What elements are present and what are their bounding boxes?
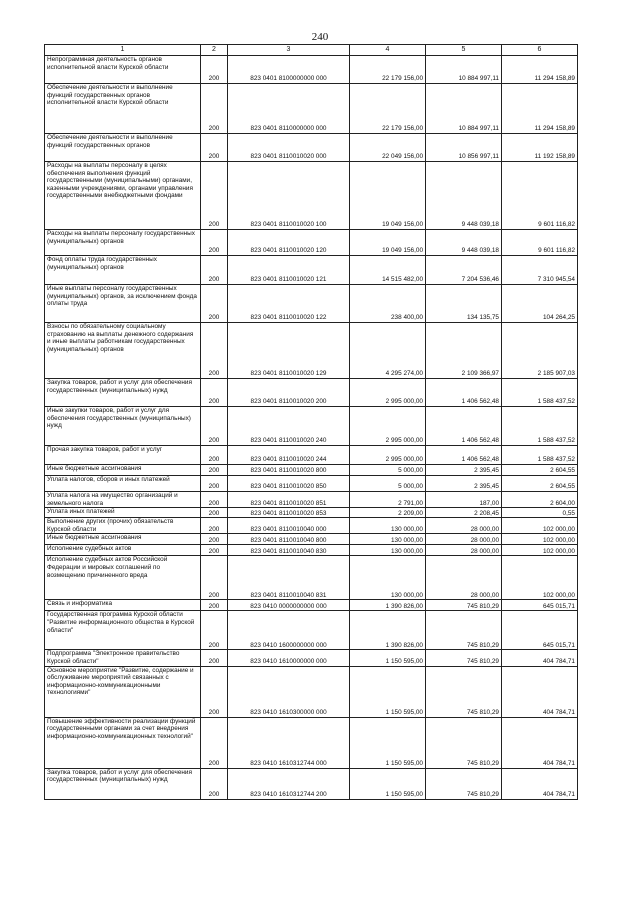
budget-code-cell: 823 0401 8110010020 240: [228, 407, 350, 446]
line-item-name: Обеспечение деятельности и выполнение функций государственных органов исполнительной власти Курской области: [45, 84, 201, 134]
table-row: [45, 476, 578, 492]
remaining-amount-cell: 645 015,71: [502, 600, 578, 611]
executed-amount-cell: 745 810,29: [426, 611, 502, 650]
line-code-cell: 200: [201, 84, 228, 134]
executed-amount-cell: 28 000,00: [426, 556, 502, 600]
header-cell: 5: [426, 45, 502, 56]
line-item-name: Уплата налога на имущество организаций и земельного налога: [45, 492, 201, 508]
header-cell: 4: [350, 45, 426, 56]
budget-code-cell: 823 0401 8110010020 853: [228, 508, 350, 518]
executed-amount-cell: 2 109 366,97: [426, 323, 502, 379]
approved-amount-cell: 1 150 595,00: [350, 650, 426, 666]
remaining-amount-cell: 404 784,71: [502, 717, 578, 768]
remaining-amount-cell: 0,55: [502, 508, 578, 518]
line-item-name: Иные закупки товаров, работ и услуг для обеспечения государственных (муниципальных) нужд: [45, 407, 201, 446]
table-row: [45, 323, 578, 379]
budget-code-cell: 823 0401 8110010020 850: [228, 476, 350, 492]
executed-amount-cell: 187,00: [426, 492, 502, 508]
remaining-amount-cell: 102 000,00: [502, 545, 578, 556]
line-item-name: Государственная программа Курской области "Развитие информационного общества в Курской области": [45, 611, 201, 650]
table-row: [45, 492, 578, 508]
table-row: [45, 556, 578, 600]
line-item-name: Иные бюджетные ассигнования: [45, 465, 201, 476]
table-row: [45, 666, 578, 717]
line-item-name: Связь и информатика: [45, 600, 201, 611]
line-item-name: Закупка товаров, работ и услуг для обеспечения государственных (муниципальных) нужд: [45, 768, 201, 799]
budget-code-cell: 823 0401 8110010040 830: [228, 545, 350, 556]
remaining-amount-cell: 1 588 437,52: [502, 446, 578, 465]
table-row: [45, 56, 578, 84]
table-row: [45, 611, 578, 650]
table-row: [45, 717, 578, 768]
line-item-name: Расходы на выплаты персоналу в целях обеспечения выполнения функций государственными (муниципальными) органами, казенными учреждениями, органами управления государственными внебюджетными фондами: [45, 162, 201, 230]
budget-code-cell: 823 0401 8110010020 200: [228, 379, 350, 407]
remaining-amount-cell: 1 588 437,52: [502, 407, 578, 446]
page-number: 240: [311, 31, 329, 43]
remaining-amount-cell: 404 784,71: [502, 768, 578, 799]
approved-amount-cell: 2 995 000,00: [350, 379, 426, 407]
line-item-name: Взносы по обязательному социальному страхованию на выплаты денежного содержания и иные выплаты работникам государственных (муниципальных) органов: [45, 323, 201, 379]
executed-amount-cell: 9 448 039,18: [426, 162, 502, 230]
budget-code-cell: 823 0401 8110010020 851: [228, 492, 350, 508]
line-code-cell: 200: [201, 162, 228, 230]
line-code-cell: 200: [201, 717, 228, 768]
table-row: [45, 379, 578, 407]
executed-amount-cell: 1 406 562,48: [426, 446, 502, 465]
line-code-cell: 200: [201, 465, 228, 476]
line-item-name: Повышение эффективности реализации функций государственными органами за счет внедрения информационно-коммуникационных технологий": [45, 717, 201, 768]
remaining-amount-cell: 102 000,00: [502, 518, 578, 534]
line-code-cell: 200: [201, 650, 228, 666]
line-item-name: Исполнение судебных актов: [45, 545, 201, 556]
table-row: [45, 230, 578, 256]
line-code-cell: 200: [201, 134, 228, 162]
line-item-name: Иные бюджетные ассигнования: [45, 534, 201, 545]
executed-amount-cell: 7 204 536,46: [426, 256, 502, 285]
line-code-cell: 200: [201, 556, 228, 600]
approved-amount-cell: 19 049 156,00: [350, 162, 426, 230]
budget-table: [44, 44, 578, 800]
budget-code-cell: 823 0401 8110010020 244: [228, 446, 350, 465]
remaining-amount-cell: 2 604,00: [502, 492, 578, 508]
executed-amount-cell: 10 884 997,11: [426, 56, 502, 84]
budget-code-cell: 823 0410 1610000000 000: [228, 650, 350, 666]
line-code-cell: 200: [201, 600, 228, 611]
line-code-cell: 200: [201, 768, 228, 799]
budget-code-cell: 823 0401 8110010020 122: [228, 285, 350, 323]
budget-code-cell: 823 0401 8110010040 800: [228, 534, 350, 545]
line-code-cell: 200: [201, 666, 228, 717]
line-code-cell: 200: [201, 230, 228, 256]
budget-code-cell: 823 0401 8110010020 100: [228, 162, 350, 230]
executed-amount-cell: 745 810,29: [426, 650, 502, 666]
line-item-name: Иные выплаты персоналу государственных (муниципальных) органов, за исключением фонда оплаты труда: [45, 285, 201, 323]
line-item-name: Подпрограмма "Электронное правительство Курской области": [45, 650, 201, 666]
executed-amount-cell: 28 000,00: [426, 534, 502, 545]
table-row: [45, 162, 578, 230]
line-code-cell: 200: [201, 534, 228, 545]
approved-amount-cell: 19 049 156,00: [350, 230, 426, 256]
executed-amount-cell: 2 395,45: [426, 465, 502, 476]
line-code-cell: 200: [201, 323, 228, 379]
header-cell: 3: [228, 45, 350, 56]
budget-code-cell: 823 0401 8110010020 000: [228, 134, 350, 162]
executed-amount-cell: 745 810,29: [426, 666, 502, 717]
approved-amount-cell: 22 179 156,00: [350, 84, 426, 134]
executed-amount-cell: 9 448 039,18: [426, 230, 502, 256]
executed-amount-cell: 28 000,00: [426, 518, 502, 534]
executed-amount-cell: 10 884 997,11: [426, 84, 502, 134]
line-code-cell: 200: [201, 611, 228, 650]
budget-code-cell: 823 0410 1610312744 200: [228, 768, 350, 799]
table-row: [45, 446, 578, 465]
table-row: [45, 84, 578, 134]
executed-amount-cell: 28 000,00: [426, 545, 502, 556]
executed-amount-cell: 745 810,29: [426, 717, 502, 768]
table-row: [45, 600, 578, 611]
budget-code-cell: 823 0401 8110010040 831: [228, 556, 350, 600]
header-cell: 1: [45, 45, 201, 56]
table-row: [45, 508, 578, 518]
budget-code-cell: 823 0401 8110010020 120: [228, 230, 350, 256]
budget-code-cell: 823 0401 8110010020 121: [228, 256, 350, 285]
budget-code-cell: 823 0401 8110010020 129: [228, 323, 350, 379]
remaining-amount-cell: 2 604,55: [502, 476, 578, 492]
line-code-cell: 200: [201, 56, 228, 84]
budget-code-cell: 823 0410 1610300000 000: [228, 666, 350, 717]
table-header-row: [45, 45, 578, 56]
line-item-name: Расходы на выплаты персоналу государственных (муниципальных) органов: [45, 230, 201, 256]
remaining-amount-cell: 2 604,55: [502, 465, 578, 476]
line-code-cell: 200: [201, 446, 228, 465]
line-item-name: Обеспечение деятельности и выполнение функций государственных органов: [45, 134, 201, 162]
approved-amount-cell: 22 179 156,00: [350, 56, 426, 84]
line-item-name: Выполнение других (прочих) обязательств Курской области: [45, 518, 201, 534]
line-item-name: Закупка товаров, работ и услуг для обеспечения государственных (муниципальных) нужд: [45, 379, 201, 407]
approved-amount-cell: 22 049 156,00: [350, 134, 426, 162]
table-row: [45, 650, 578, 666]
line-item-name: Уплата налогов, сборов и иных платежей: [45, 476, 201, 492]
remaining-amount-cell: 1 588 437,52: [502, 379, 578, 407]
header-cell: 6: [502, 45, 578, 56]
line-item-name: Фонд оплаты труда государственных (муниципальных) органов: [45, 256, 201, 285]
executed-amount-cell: 2 208,45: [426, 508, 502, 518]
executed-amount-cell: 10 856 997,11: [426, 134, 502, 162]
executed-amount-cell: 134 135,75: [426, 285, 502, 323]
executed-amount-cell: 745 810,29: [426, 600, 502, 611]
approved-amount-cell: 2 995 000,00: [350, 407, 426, 446]
remaining-amount-cell: 11 192 158,89: [502, 134, 578, 162]
table-row: [45, 407, 578, 446]
remaining-amount-cell: 104 264,25: [502, 285, 578, 323]
line-code-cell: 200: [201, 407, 228, 446]
approved-amount-cell: 130 000,00: [350, 534, 426, 545]
budget-code-cell: 823 0401 8110010040 000: [228, 518, 350, 534]
approved-amount-cell: 1 150 595,00: [350, 717, 426, 768]
line-code-cell: 200: [201, 492, 228, 508]
line-code-cell: 200: [201, 545, 228, 556]
approved-amount-cell: 1 150 595,00: [350, 768, 426, 799]
approved-amount-cell: 130 000,00: [350, 518, 426, 534]
approved-amount-cell: 1 150 595,00: [350, 666, 426, 717]
approved-amount-cell: 2 995 000,00: [350, 446, 426, 465]
approved-amount-cell: 238 400,00: [350, 285, 426, 323]
approved-amount-cell: 2 209,00: [350, 508, 426, 518]
remaining-amount-cell: 102 000,00: [502, 556, 578, 600]
budget-code-cell: 823 0410 1600000000 000: [228, 611, 350, 650]
table-row: [45, 545, 578, 556]
remaining-amount-cell: 2 185 907,03: [502, 323, 578, 379]
budget-code-cell: 823 0401 8110010020 800: [228, 465, 350, 476]
approved-amount-cell: 130 000,00: [350, 545, 426, 556]
remaining-amount-cell: 102 000,00: [502, 534, 578, 545]
approved-amount-cell: 5 000,00: [350, 465, 426, 476]
remaining-amount-cell: 645 015,71: [502, 611, 578, 650]
approved-amount-cell: 14 515 482,00: [350, 256, 426, 285]
remaining-amount-cell: 7 310 945,54: [502, 256, 578, 285]
budget-code-cell: 823 0401 8100000000 000: [228, 56, 350, 84]
line-item-name: Прочая закупка товаров, работ и услуг: [45, 446, 201, 465]
remaining-amount-cell: 9 601 116,82: [502, 230, 578, 256]
line-code-cell: 200: [201, 476, 228, 492]
line-item-name: Исполнение судебных актов Российской Федерации и мировых соглашений по возмещению причиненного вреда: [45, 556, 201, 600]
header-cell: 2: [201, 45, 228, 56]
remaining-amount-cell: 9 601 116,82: [502, 162, 578, 230]
remaining-amount-cell: 404 784,71: [502, 666, 578, 717]
approved-amount-cell: 1 390 826,00: [350, 611, 426, 650]
table-row: [45, 465, 578, 476]
approved-amount-cell: 2 791,00: [350, 492, 426, 508]
line-code-cell: 200: [201, 518, 228, 534]
line-item-name: Уплата иных платежей: [45, 508, 201, 518]
table-row: [45, 768, 578, 799]
budget-code-cell: 823 0401 8110000000 000: [228, 84, 350, 134]
executed-amount-cell: 2 395,45: [426, 476, 502, 492]
budget-code-cell: 823 0410 0000000000 000: [228, 600, 350, 611]
line-item-name: Непрограммная деятельность органов исполнительной власти Курской области: [45, 56, 201, 84]
line-code-cell: 200: [201, 256, 228, 285]
table-row: [45, 518, 578, 534]
executed-amount-cell: 1 406 562,48: [426, 379, 502, 407]
executed-amount-cell: 745 810,29: [426, 768, 502, 799]
table-row: [45, 134, 578, 162]
remaining-amount-cell: 11 294 158,89: [502, 84, 578, 134]
remaining-amount-cell: 11 294 158,89: [502, 56, 578, 84]
approved-amount-cell: 5 000,00: [350, 476, 426, 492]
approved-amount-cell: 1 390 826,00: [350, 600, 426, 611]
line-item-name: Основное мероприятие "Развитие, содержание и обслуживание мероприятий связанных с информационно-коммуникационными технологиями": [45, 666, 201, 717]
table-row: [45, 285, 578, 323]
line-code-cell: 200: [201, 379, 228, 407]
approved-amount-cell: 130 000,00: [350, 556, 426, 600]
line-code-cell: 200: [201, 508, 228, 518]
table-row: [45, 534, 578, 545]
line-code-cell: 200: [201, 285, 228, 323]
table-row: [45, 256, 578, 285]
executed-amount-cell: 1 406 562,48: [426, 407, 502, 446]
remaining-amount-cell: 404 784,71: [502, 650, 578, 666]
budget-code-cell: 823 0410 1610312744 000: [228, 717, 350, 768]
approved-amount-cell: 4 295 274,00: [350, 323, 426, 379]
